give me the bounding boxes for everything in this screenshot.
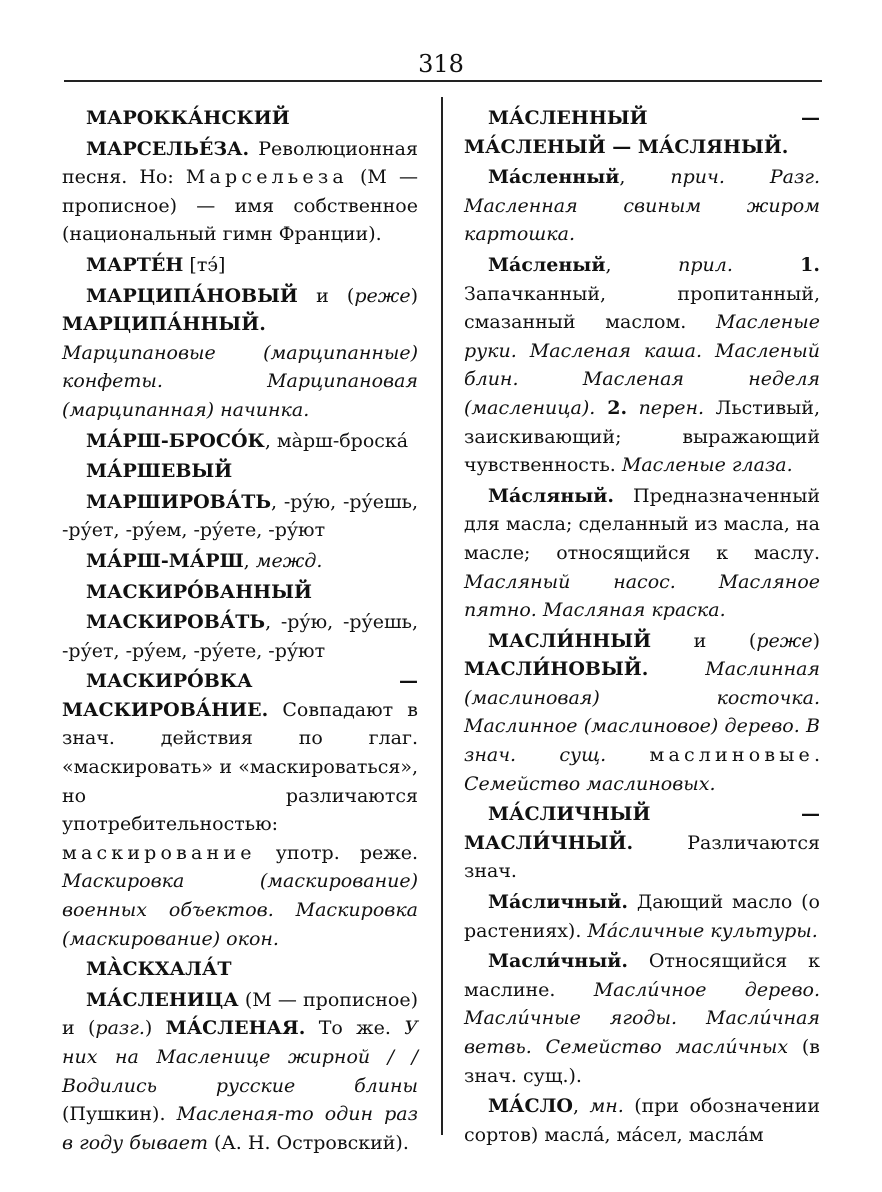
right-entry bbox=[464, 251, 820, 480]
italic-text: Масленая-то один раз в году бывает bbox=[62, 1103, 418, 1154]
italic-text: межд. bbox=[255, 549, 323, 572]
italic-text: Семейство маслиновых. bbox=[464, 772, 716, 795]
italic-text: Маслинная (маслиновая) косточка. Маслинное (маслиновое) дерево. В знач. сущ. bbox=[464, 658, 820, 767]
headword: МА́СЛЕННЫЙ — МА́СЛЕНЫЙ — МА́СЛЯНЫЙ. bbox=[464, 107, 820, 158]
entry-text: (Пушкин). bbox=[62, 1103, 177, 1126]
headword: МА́РШ-БРОСО́К bbox=[86, 429, 265, 452]
headword: Ма́сляный. bbox=[488, 484, 615, 507]
entry-text: употр. реже. bbox=[255, 841, 418, 864]
headword: Ма́сленый bbox=[488, 253, 606, 276]
headword: МА́РШЕВЫЙ bbox=[86, 460, 233, 483]
entry-text: (в знач. сущ.). bbox=[464, 1036, 820, 1087]
left-entry bbox=[62, 427, 418, 456]
headword: Ма́сличный. bbox=[488, 891, 628, 914]
entry-text: ) bbox=[410, 284, 418, 307]
entry-text: и ( bbox=[297, 284, 355, 307]
headword: Ма́сленный bbox=[488, 166, 620, 189]
italic-text: перен. bbox=[627, 396, 705, 419]
entry-text bbox=[606, 744, 649, 766]
entry-text: ) bbox=[144, 1017, 166, 1040]
headword: МА́СЛЕНАЯ. bbox=[165, 1017, 306, 1040]
entry-text: [тэ́] bbox=[183, 253, 226, 276]
page-number: 318 bbox=[418, 50, 464, 78]
left-entry bbox=[62, 104, 418, 133]
entry-text: Различаются знач. bbox=[464, 831, 820, 883]
left-entry bbox=[62, 457, 418, 486]
headword: МА́СЛЕНИЦА bbox=[86, 988, 239, 1011]
left-entry bbox=[62, 578, 418, 607]
entry-text: (М — прописное) и ( bbox=[62, 988, 418, 1040]
entry-text: . bbox=[813, 744, 820, 767]
left-column bbox=[62, 104, 418, 1159]
entry-text: , bbox=[572, 1095, 590, 1118]
headword: МАРТЕ́Н bbox=[86, 253, 184, 276]
entry-text: и ( bbox=[651, 629, 757, 652]
spaced-text: Марсельеза bbox=[185, 166, 348, 189]
left-entry bbox=[62, 135, 418, 249]
headword: МАРШИРОВА́ТЬ bbox=[86, 490, 272, 513]
italic-text: Масленые руки. Масленая каша. Масленый блин. Масленая неделя (масленица). bbox=[464, 311, 820, 419]
entry-text: То же. bbox=[305, 1017, 405, 1040]
left-entry bbox=[62, 986, 418, 1158]
italic-text: прил. bbox=[678, 253, 733, 276]
headword: МА́РШ-МА́РШ bbox=[86, 549, 244, 572]
headword: МАСКИРОВА́ТЬ bbox=[86, 611, 266, 634]
left-entry bbox=[62, 955, 418, 984]
left-entry bbox=[62, 608, 418, 665]
entry-text: , bbox=[243, 549, 256, 572]
right-entry bbox=[464, 104, 820, 161]
italic-text: У них на Масленице жирной / / Водились русские блины bbox=[62, 1017, 418, 1097]
headword: МА́СЛО bbox=[488, 1095, 573, 1118]
headword: МА̀СКХАЛА́Т bbox=[86, 958, 232, 981]
entry-text: Предназначенный для масла; сделанный из масла, на масле; относящийся к маслу. bbox=[464, 484, 820, 564]
italic-text: Масляный насос. Масляное пятно. Масляная краска. bbox=[464, 570, 820, 622]
entry-text: (при обозначении сортов) масла́, ма́сел, масла́м bbox=[464, 1095, 820, 1146]
right-entry bbox=[464, 1092, 820, 1149]
right-entry bbox=[464, 482, 820, 625]
entry-text: Льстивый, заискивающий; выражающий чувственность. bbox=[464, 396, 820, 477]
headword: 1. bbox=[732, 253, 820, 276]
italic-text: Ма́сличные культуры. bbox=[587, 919, 818, 942]
entry-text: Относящийся к маслине. bbox=[464, 950, 820, 1001]
header-rule bbox=[64, 80, 822, 82]
spaced-text: маслиновые bbox=[649, 744, 814, 767]
headword: МАРСЕЛЬЕ́ЗА. bbox=[86, 137, 250, 160]
left-entry bbox=[62, 251, 418, 280]
entry-text: ) bbox=[812, 629, 820, 652]
entry-text: , -ру́ю, -ру́ешь, -ру́ет, -ру́ем, -ру́ете, -ру́ют bbox=[62, 611, 418, 662]
entry-text: Совпадают в знач. действия по глаг. «маскировать» и «маскироваться», но различаются употребительностью: bbox=[62, 698, 418, 836]
left-entry bbox=[62, 282, 418, 425]
headword: Масли́чный. bbox=[488, 950, 628, 973]
entry-text: , bbox=[605, 253, 679, 276]
right-column bbox=[464, 104, 820, 1151]
right-entry bbox=[464, 947, 820, 1090]
italic-text: мн. bbox=[589, 1095, 624, 1118]
entry-text: Дающий масло (о растениях). bbox=[464, 891, 820, 942]
headword: МАРОККА́НСКИЙ bbox=[86, 107, 290, 129]
headword: МА́СЛИЧНЫЙ — МАСЛИ́ЧНЫЙ. bbox=[464, 803, 820, 854]
right-entry bbox=[464, 800, 820, 886]
entry-text: Запачканный, пропитанный, смазанный маслом. bbox=[464, 282, 820, 334]
italic-text: Маскировка (маскирование) военных объектов. Маскировка (маскирование) окон. bbox=[62, 870, 418, 950]
headword: МАСЛИ́НОВЫЙ. bbox=[464, 658, 649, 681]
entry-text: , bbox=[619, 166, 671, 189]
column-divider bbox=[441, 97, 443, 1135]
italic-text: реже bbox=[354, 284, 411, 307]
headword: МАСКИРО́ВАННЫЙ bbox=[86, 580, 312, 603]
left-entry bbox=[62, 488, 418, 545]
left-entry bbox=[62, 547, 418, 576]
entry-text: (А. Н. Островский). bbox=[207, 1131, 409, 1154]
italic-text: реже bbox=[756, 629, 813, 652]
right-entry bbox=[464, 163, 820, 249]
entry-text: , -ру́ю, -ру́ешь, -ру́ет, -ру́ем, -ру́ете, -ру́ют bbox=[62, 490, 418, 542]
italic-text: Марципановые (марципанные) конфеты. Марципановая (марципанная) начинка. bbox=[62, 341, 418, 421]
spaced-text: маскирование bbox=[62, 841, 256, 864]
entry-text: , ма̀рш-броска́ bbox=[264, 429, 409, 452]
headword: МАРЦИПА́ННЫЙ. bbox=[62, 313, 266, 336]
italic-text: Масли́чное дерево. Масли́чные ягоды. Масли́чная ветвь. Семейство масли́чных bbox=[464, 978, 821, 1058]
headword: МАСЛИ́ННЫЙ bbox=[488, 629, 652, 652]
right-entry bbox=[464, 888, 820, 945]
right-entry bbox=[464, 627, 820, 799]
left-entry bbox=[62, 667, 418, 953]
headword: 2. bbox=[595, 396, 628, 419]
headword: МАРЦИПА́НОВЫЙ bbox=[86, 284, 298, 307]
headword: МАСКИРО́ВКА — МАСКИРОВА́НИЕ. bbox=[62, 670, 418, 721]
italic-text: Масленые глаза. bbox=[621, 454, 793, 477]
entry-text: Революционная песня. Но: bbox=[62, 137, 418, 189]
italic-text: разг. bbox=[95, 1017, 145, 1040]
italic-text: прич. Разг. Масленная свиным жиром картошка. bbox=[464, 166, 820, 246]
entry-text: (М — прописное) — имя собственное (национальный гимн Франции). bbox=[62, 166, 419, 246]
